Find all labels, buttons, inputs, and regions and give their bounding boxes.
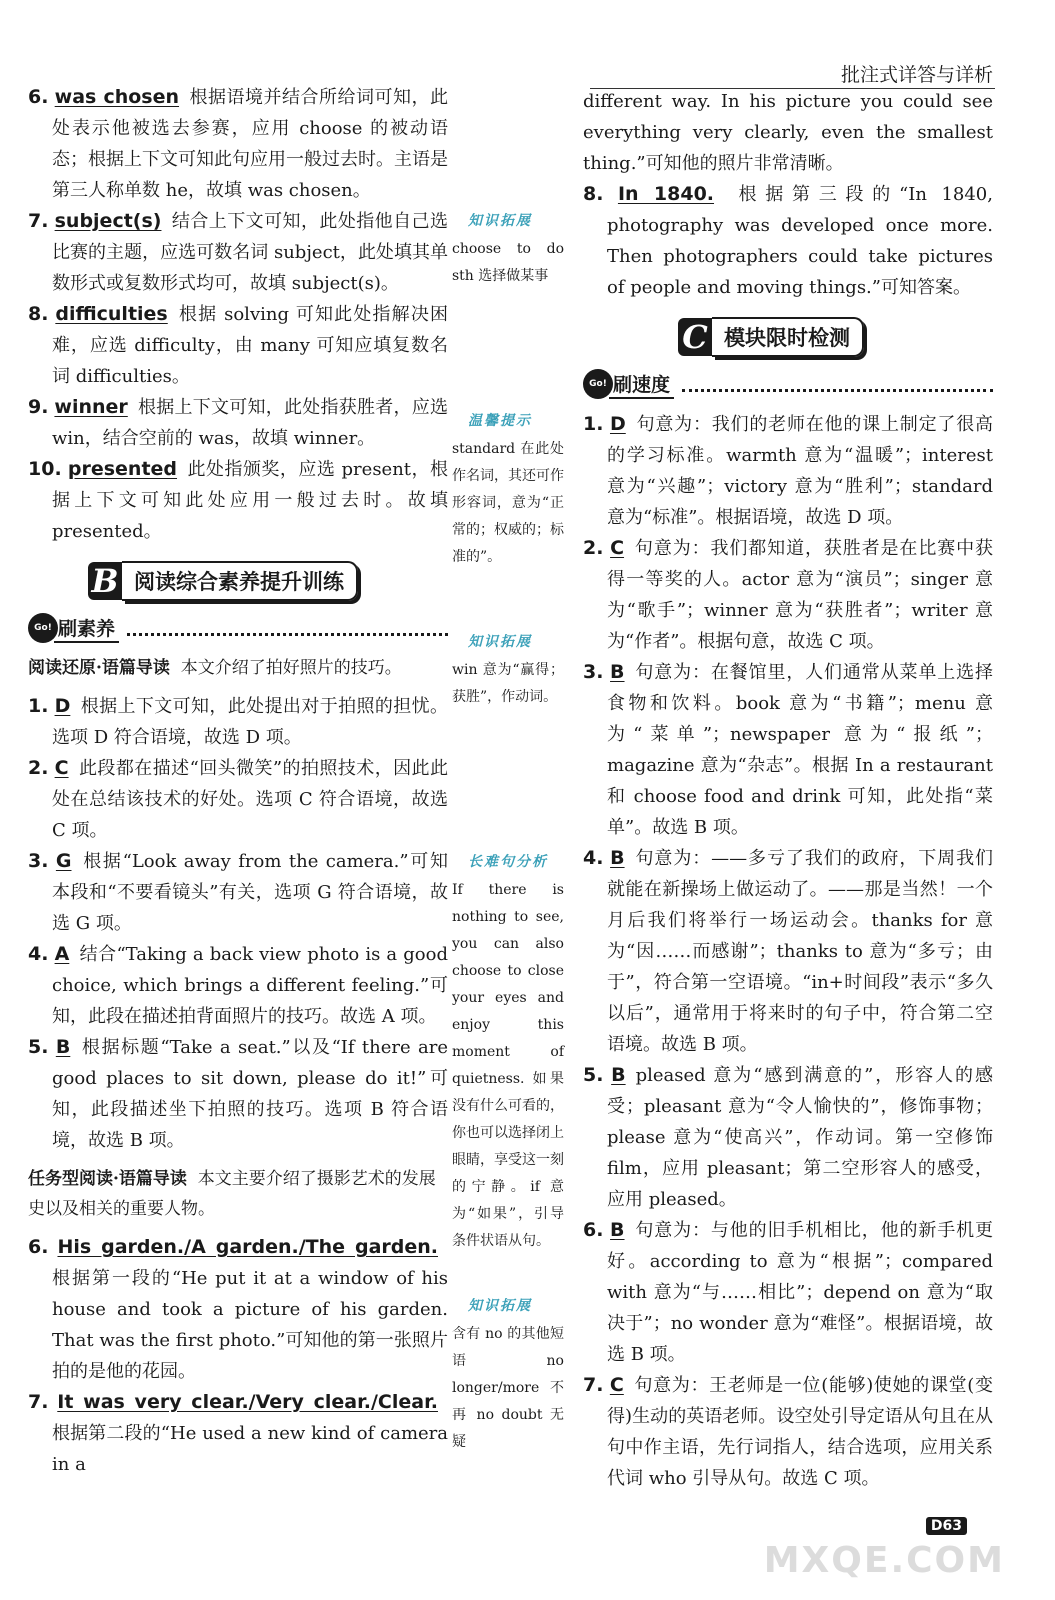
side-note bbox=[452, 410, 564, 571]
item-answer: presented bbox=[67, 458, 178, 480]
page-header-title: 批注式详答与详析 bbox=[840, 64, 993, 86]
note-text: standard 在此处作名词，其还可作形容词，意为“正常的；权威的；标准的”。 bbox=[452, 441, 564, 565]
item-answer: was chosen bbox=[54, 86, 180, 108]
item-number: 7. bbox=[583, 1374, 604, 1396]
answer-item bbox=[28, 454, 448, 547]
item-number: 6. bbox=[28, 1236, 49, 1258]
item-number: 10. bbox=[28, 458, 62, 480]
item-answer: B bbox=[610, 847, 625, 869]
item-explanation: 句意为：我们都知道，获胜者是在比赛中获得一等奖的人。actor 意为“演员”；singer 意为“歌手”；winner 意为“获胜者”；writer 意为“作者”。根据句意，故选 C 项。 bbox=[607, 538, 993, 652]
guide-text: 本文主要介绍了摄影艺术的发展史以及相关的重要人物。 bbox=[28, 1169, 436, 1219]
site-watermark: MXQE.COM bbox=[763, 1540, 1005, 1581]
item-number: 1. bbox=[583, 413, 604, 435]
section-c-banner bbox=[678, 317, 993, 357]
note-tag: 知识拓展 bbox=[468, 1298, 532, 1314]
section-title: 刷速度 bbox=[609, 370, 674, 399]
item-explanation: pleased 意为“感到满意的”，形容人的感受；pleasant 意为“令人愉快的”，修饰事物；please 意为“使高兴”，作动词。第一空修饰 film，应用 pleasant；第二空形容人的感受，应用 pleased。 bbox=[607, 1065, 993, 1210]
answer-item bbox=[28, 939, 448, 1032]
answer-item bbox=[28, 1032, 448, 1156]
item-explanation: 根据标题“Take a seat.”以及“If there are good places to sit down, please do it!”可知，此段描述坐下拍照的技巧。选项 B 符合语境，故选 B 项。 bbox=[52, 1037, 448, 1151]
answer-item bbox=[583, 843, 993, 1060]
task-reading-guide bbox=[28, 1164, 448, 1224]
item-number: 4. bbox=[583, 847, 604, 869]
answer-item bbox=[583, 1060, 993, 1215]
answers-a-part2 bbox=[28, 82, 448, 547]
section-shuasuyang bbox=[28, 613, 448, 643]
answer-item bbox=[28, 206, 448, 299]
item-answer: C bbox=[609, 1374, 624, 1396]
item-number: 6. bbox=[583, 1219, 604, 1241]
item-explanation: 根据 solving 可知此处指解决困难，应选 difficulty，由 many 可知应填复数名词 difficulties。 bbox=[52, 304, 448, 387]
note-text: 含有 no 的其他短语 no longer/more 不再 no doubt 无疑 bbox=[452, 1326, 564, 1450]
dotted-divider bbox=[682, 377, 993, 392]
item-answer: winner bbox=[54, 396, 128, 418]
item-answer: B bbox=[610, 1219, 625, 1241]
item-answer: B bbox=[611, 1064, 626, 1086]
item-answer: A bbox=[54, 943, 70, 965]
reading-guide bbox=[28, 653, 448, 683]
item-answer: In 1840. bbox=[617, 183, 715, 205]
dotted-divider bbox=[127, 621, 448, 636]
item-answer: subject(s) bbox=[54, 210, 162, 232]
answers-b-task bbox=[28, 1232, 448, 1480]
item-answer: difficulties bbox=[55, 303, 168, 325]
item-number: 4. bbox=[28, 943, 49, 965]
item-answer: G bbox=[55, 850, 72, 872]
item-explanation: 根据“Look away from the camera.”可知本段和“不要看镜头”有关，选项 G 符合语境，故选 G 项。 bbox=[52, 851, 448, 934]
item-explanation: 句意为：——多亏了我们的政府，下周我们就能在新操场上做运动了。——那是当然！一个月后我们将举行一场运动会。thanks for 意为“因……而感谢”；thanks to 意为“多亏；由于”，符合第一空语境。“in+时间段”表示“多久以后”，通常用于将来时的句子中，符合第二空语境。故选 B 项。 bbox=[607, 848, 993, 1055]
section-title: 刷素养 bbox=[54, 614, 119, 643]
item-number: 2. bbox=[583, 537, 604, 559]
item-number: 3. bbox=[583, 661, 604, 683]
section-c-title: 模块限时检测 bbox=[712, 317, 864, 357]
note-tag: 知识拓展 bbox=[468, 634, 532, 650]
answer-item bbox=[28, 299, 448, 392]
item-explanation: 根据第三段的“In 1840, photography was developed once more. Then photographers could take pictures of people and moving things.”可知答案。 bbox=[607, 184, 993, 298]
answer-item bbox=[28, 1387, 448, 1480]
guide-label: 任务型阅读·语篇导读 bbox=[28, 1169, 187, 1189]
answer-item bbox=[28, 846, 448, 939]
note-text: win 意为“赢得；获胜”，作动词。 bbox=[452, 662, 564, 705]
item-number: 8. bbox=[28, 303, 49, 325]
side-note bbox=[452, 210, 564, 290]
section-b-letter: B bbox=[88, 562, 122, 600]
left-column bbox=[28, 82, 448, 1480]
item-number: 3. bbox=[28, 850, 49, 872]
item-explanation: 此段都在描述“回头微笑”的拍照技术，因此此处在总结该技术的好处。选项 C 符合语境，故选 C 项。 bbox=[52, 758, 448, 841]
note-tag: 长难句分析 bbox=[468, 854, 548, 870]
item-explanation: 根据语境并结合所给词可知，此处表示他被选去参赛，应用 choose 的被动语态；根据上下文可知此句应用一般过去时。主语是第三人称单数 he，故填 was chosen。 bbox=[52, 87, 448, 201]
item-answer: It was very clear./Very clear./Clear. bbox=[57, 1391, 438, 1413]
item-explanation: 根据第二段的“He used a new kind of camera in a bbox=[52, 1423, 448, 1475]
section-b-banner bbox=[88, 561, 448, 601]
answer-item bbox=[583, 533, 993, 657]
item-explanation: 句意为：在餐馆里，人们通常从菜单上选择食物和饮料。book 意为“书籍”；menu 意为“菜单”；newspaper 意为“报纸”；magazine 意为“杂志”。根据 In a restaurant 和 choose food and drink 可知，此处指“菜单”。故选 B 项。 bbox=[607, 662, 993, 838]
item-explanation: 结合上下文可知，此处指他自己选比赛的主题，应选可数名词 subject，此处填其单数形式或复数形式均可，故填 subject(s)。 bbox=[52, 211, 448, 294]
note-tag: 温馨提示 bbox=[468, 413, 532, 429]
answer-item bbox=[28, 392, 448, 454]
go-badge-icon: Go! bbox=[583, 369, 613, 399]
notes-column bbox=[452, 200, 564, 1462]
item-explanation: 句意为：王老师是一位(能够)使她的课堂(变得)生动的英语老师。设空处引导定语从句且在从句中作主语，先行词指人，结合选项，应用关系代词 who 引导从句。故选 C 项。 bbox=[607, 1375, 993, 1489]
item-explanation: 句意为：与他的旧手机相比，他的新手机更好。according to 意为“根据”；compared with 意为“与……相比”；depend on 意为“取决于”；no wonder 意为“难怪”。根据语境，故选 B 项。 bbox=[607, 1220, 993, 1365]
side-note bbox=[452, 1295, 564, 1456]
item-number: 7. bbox=[28, 1391, 49, 1413]
answer-item bbox=[583, 409, 993, 533]
section-b-title: 阅读综合素养提升训练 bbox=[122, 561, 358, 601]
item-answer: C bbox=[54, 757, 69, 779]
item-number: 7. bbox=[28, 210, 49, 232]
go-badge-icon: Go! bbox=[28, 613, 58, 643]
section-c-letter: C bbox=[678, 318, 712, 356]
answer-item bbox=[583, 657, 993, 843]
note-text: If there is nothing to see, you can also choose to close your eyes and enjoy this moment of quietness. 如果没有什么可看的，你也可以选择闭上眼睛，享受这一刻的宁静。if 意为“如果”，引导条件状语从句。 bbox=[452, 882, 564, 1249]
answer-item bbox=[28, 1232, 448, 1387]
item-explanation: 句意为：我们的老师在他的课上制定了很高的学习标准。warmth 意为“温暖”；interest 意为“兴趣”；victory 意为“胜利”；standard 意为“标准”。根据语境，故选 D 项。 bbox=[607, 414, 993, 528]
item-answer: D bbox=[609, 413, 626, 435]
guide-label: 阅读还原·语篇导读 bbox=[28, 658, 170, 678]
continued-text: different way. In his picture you could see everything very clearly, even the smallest thing.”可知他的照片非常清晰。 bbox=[583, 91, 993, 174]
guide-text: 本文介绍了拍好照片的技巧。 bbox=[180, 658, 402, 678]
answer-item bbox=[28, 753, 448, 846]
answer-item bbox=[583, 1215, 993, 1370]
item-number: 8. bbox=[583, 183, 604, 205]
item-answer: C bbox=[610, 537, 625, 559]
answer-item bbox=[583, 1370, 993, 1494]
item-number: 2. bbox=[28, 757, 49, 779]
item-answer: B bbox=[55, 1036, 71, 1058]
item-explanation: 此处指颁奖，应选 present，根据上下文可知此处应用一般过去时。故填 presented。 bbox=[52, 459, 448, 542]
item-answer: D bbox=[54, 695, 71, 717]
answer-item bbox=[28, 82, 448, 206]
note-tag: 知识拓展 bbox=[468, 213, 532, 229]
item-explanation: 根据上下文可知，此处提出对于拍照的担忧。选项 D 符合语境，故选 D 项。 bbox=[52, 696, 448, 748]
answer-item bbox=[28, 691, 448, 753]
note-text: choose to do sth 选择做某事 bbox=[452, 241, 564, 284]
item-number: 6. bbox=[28, 86, 49, 108]
side-note bbox=[452, 851, 564, 1255]
item-explanation: 根据上下文可知，此处指获胜者，应选 win，结合空前的 was，故填 winner。 bbox=[52, 397, 448, 449]
item-number: 1. bbox=[28, 695, 49, 717]
answer-item bbox=[583, 179, 993, 303]
item-explanation: 结合“Taking a back view photo is a good choice, which brings a different feeling.”可知，此段在描述拍背面照片的技巧。故选 A 项。 bbox=[52, 944, 448, 1027]
item-answer: B bbox=[610, 661, 625, 683]
right-column bbox=[583, 86, 993, 1494]
answers-b-reading bbox=[28, 691, 448, 1156]
item-answer: His garden./A garden./The garden. bbox=[57, 1236, 438, 1258]
item-number: 9. bbox=[28, 396, 49, 418]
page-number: D63 bbox=[926, 1517, 967, 1535]
side-note bbox=[452, 631, 564, 711]
section-shuasudu bbox=[583, 369, 993, 399]
answers-c bbox=[583, 409, 993, 1494]
item-explanation: 根据第一段的“He put it at a window of his house and took a picture of his garden. That was the first photo.”可知他的第一张照片拍的是他的花园。 bbox=[52, 1268, 448, 1382]
item-number: 5. bbox=[583, 1064, 604, 1086]
item-number: 5. bbox=[28, 1036, 49, 1058]
